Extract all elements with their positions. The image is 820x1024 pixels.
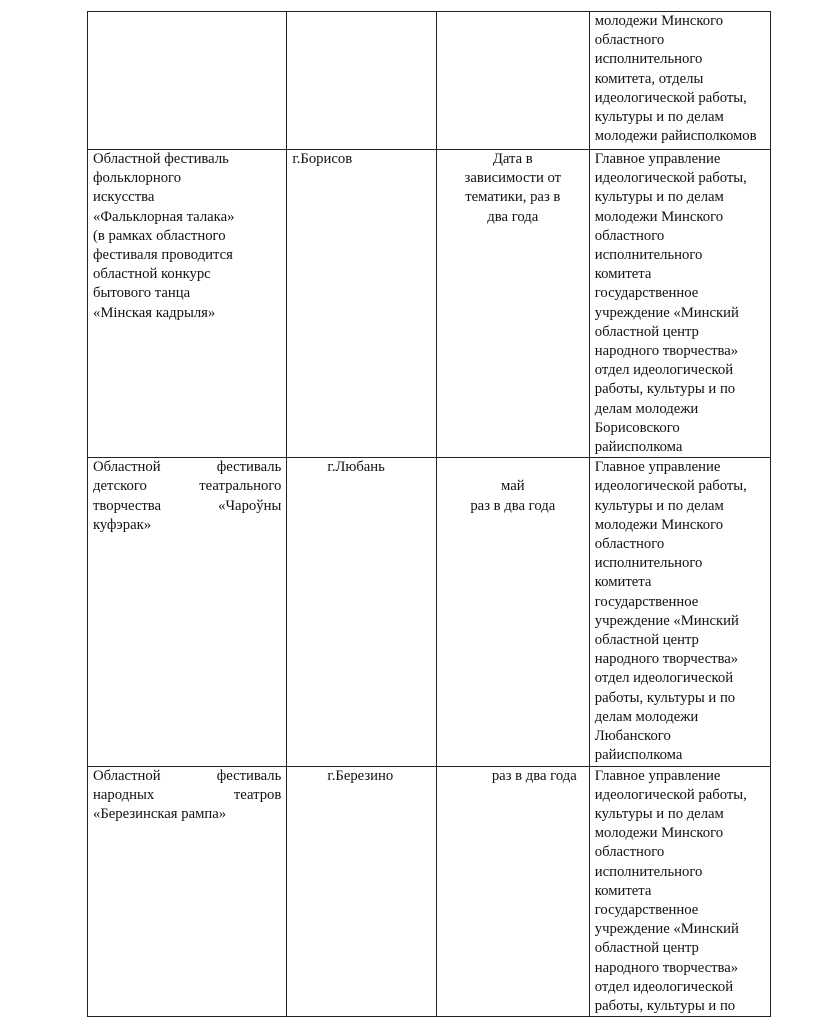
table-row <box>88 12 771 150</box>
event-place-cell: г.Березино <box>287 766 437 1017</box>
table-row <box>88 766 771 1017</box>
event-name-cell: Областной фестиваль народных театров «Березинская рампа» <box>88 766 287 1017</box>
event-organizer-cell: Главное управление идеологической работы, культуры и по делам молодежи Минского областного исполнительного комитета государственное учреждение «Минский областной центр народного творчества» отдел идеологической работы, культуры и по делам молодежи Борисовского райисполкома <box>589 150 770 458</box>
event-organizer-cell: молодежи Минского областного исполнительного комитета, отделы идеологической работы, культуры и по делам молодежи райисполкомов <box>589 12 770 150</box>
event-date-cell: Дата в зависимости от тематики, раз в два года <box>436 150 589 458</box>
document-page <box>87 11 771 1017</box>
table-row <box>88 150 771 458</box>
event-place-cell: г.Борисов <box>287 150 437 458</box>
event-name-cell: Областной фестиваль фольклорного искусства «Фальклорная талака» (в рамках областного фестиваля проводится областной конкурс бытового танца «Мінская кадрыля» <box>88 150 287 458</box>
event-date-cell <box>436 12 589 150</box>
event-place-cell: г.Любань <box>287 458 437 766</box>
event-organizer-cell: Главное управление идеологической работы, культуры и по делам молодежи Минского областного исполнительного комитета государственное учреждение «Минский областной центр народного творчества» отдел идеологической работы, культуры и по делам молодежи Любанского райисполкома <box>589 458 770 766</box>
event-place-cell <box>287 12 437 150</box>
events-table <box>87 11 771 1017</box>
event-date-cell: май раз в два года <box>436 458 589 766</box>
event-name-cell: Областной фестиваль детского театрального творчества «Чароўны куфэрак» <box>88 458 287 766</box>
table-row <box>88 458 771 766</box>
event-organizer-cell: Главное управление идеологической работы, культуры и по делам молодежи Минского областного исполнительного комитета государственное учреждение «Минский областной центр народного творчества» отдел идеологической работы, культуры и по <box>589 766 770 1017</box>
event-name-cell <box>88 12 287 150</box>
event-date-cell: раз в два года <box>436 766 589 1017</box>
